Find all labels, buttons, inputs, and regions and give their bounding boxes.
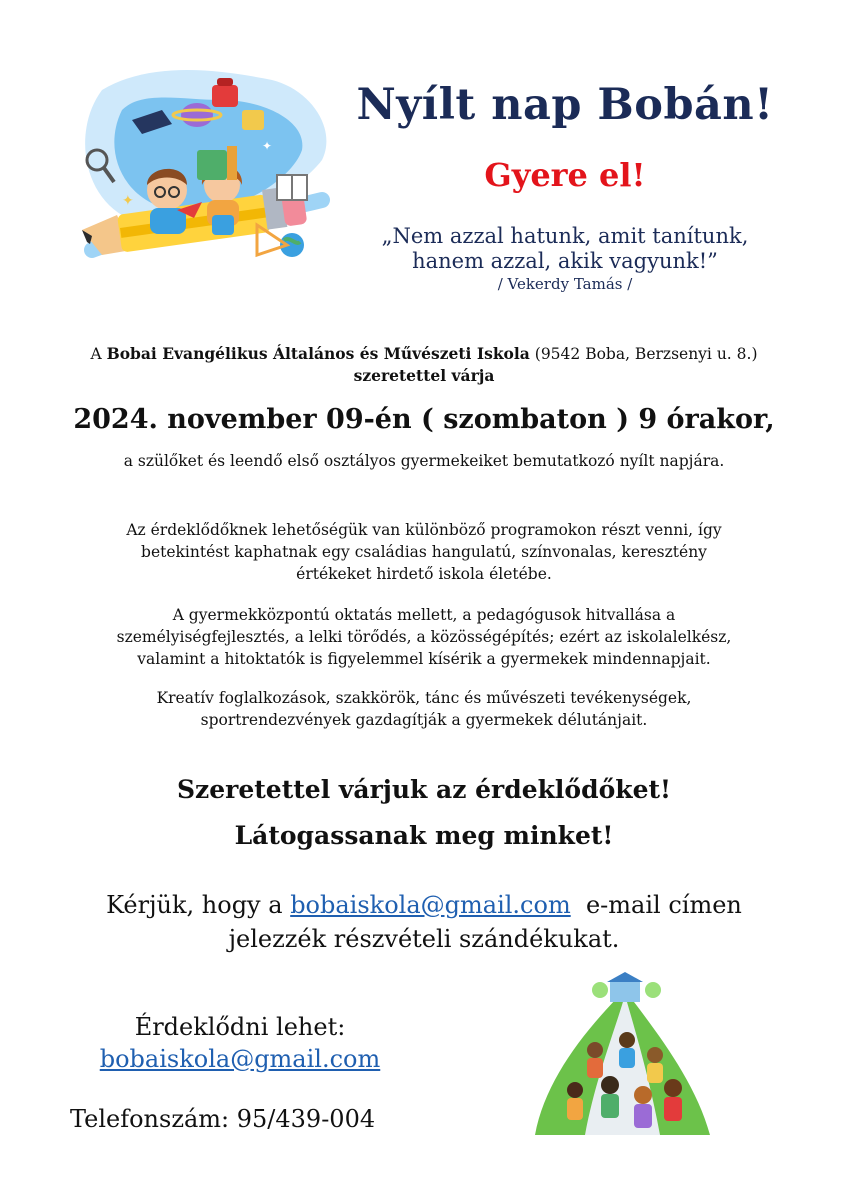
contact-phone: Telefonszám: 95/439-004 [70, 1105, 376, 1133]
paragraph-line: A gyermekközpontú oktatás mellett, a pedagógusok hitvallása a [172, 606, 676, 624]
intro-invites: szeretettel várja [353, 366, 495, 385]
paragraph-line: valamint a hitoktatók is figyelemmel kísérik a gyermekek mindennapjait. [137, 650, 711, 668]
paragraph-line: sportrendezvények gazdagítják a gyermekek délutánjait. [200, 711, 648, 729]
page-title: Nyílt nap Bobán! [356, 80, 774, 130]
contact-email-link[interactable]: bobaiskola@gmail.com [99, 1045, 381, 1073]
closing-visit: Látogassanak meg minket! [234, 821, 614, 850]
intro-prefix: A [90, 345, 107, 363]
rsvp-email-link[interactable]: bobaiskola@gmail.com [290, 891, 571, 919]
paragraph-line: személyiségfejlesztés, a lelki törődés, a közösségépítés; ezért az iskolalelkész, [116, 628, 732, 646]
school-name: Bobai Evangélikus Általános és Művészeti Iskola [106, 344, 530, 363]
rsvp-before: Kérjük, hogy a [106, 891, 291, 919]
rsvp-line-2: jelezzék részvételi szándékukat. [228, 925, 620, 953]
contact-label: Érdeklődni lehet: [134, 1013, 346, 1041]
quote [330, 224, 800, 274]
event-date: 2024. november 09-én ( szombaton ) 9 órakor, [73, 404, 775, 435]
paragraph-line: Kreatív foglalkozások, szakkörök, tánc és művészeti tevékenységek, [156, 689, 692, 707]
rsvp-after: e-mail címen [570, 891, 742, 919]
quote-author: / Vekerdy Tamás / [497, 275, 633, 293]
quote-line-1: „Nem azzal hatunk, amit tanítunk, [381, 224, 749, 248]
children-on-pencil-illustration [62, 50, 342, 320]
paragraph-line: betekintést kaphatnak egy családias hangulatú, színvonalas, keresztény [141, 543, 707, 561]
school-address: (9542 Boba, Berzsenyi u. 8.) [529, 345, 758, 363]
paragraph-line: értékeket hirdető iskola életébe. [296, 565, 552, 583]
paragraph-programs [40, 519, 808, 585]
children-walking-to-school-illustration [515, 970, 720, 1140]
contact-email-wrapper [70, 1045, 410, 1073]
intro-text [20, 343, 828, 387]
intro-line-1 [20, 343, 828, 365]
page-subtitle: Gyere el! [484, 156, 646, 194]
event-description: a szülőket és leendő első osztályos gyermekeiket bemutatkozó nyílt napjára. [123, 452, 725, 470]
svg-text:✦: ✦ [262, 139, 273, 153]
svg-text:✦: ✦ [122, 193, 134, 209]
rsvp-line-1 [40, 888, 808, 922]
closing-welcome: Szeretettel várjuk az érdeklődőket! [177, 775, 671, 804]
paragraph-line: Az érdeklődőknek lehetőségük van különböző programokon részt venni, így [126, 521, 722, 539]
quote-line-2: hanem azzal, akik vagyunk!” [412, 249, 718, 273]
paragraph-education [40, 604, 808, 670]
paragraph-activities [40, 687, 808, 731]
rsvp-request [40, 888, 808, 956]
